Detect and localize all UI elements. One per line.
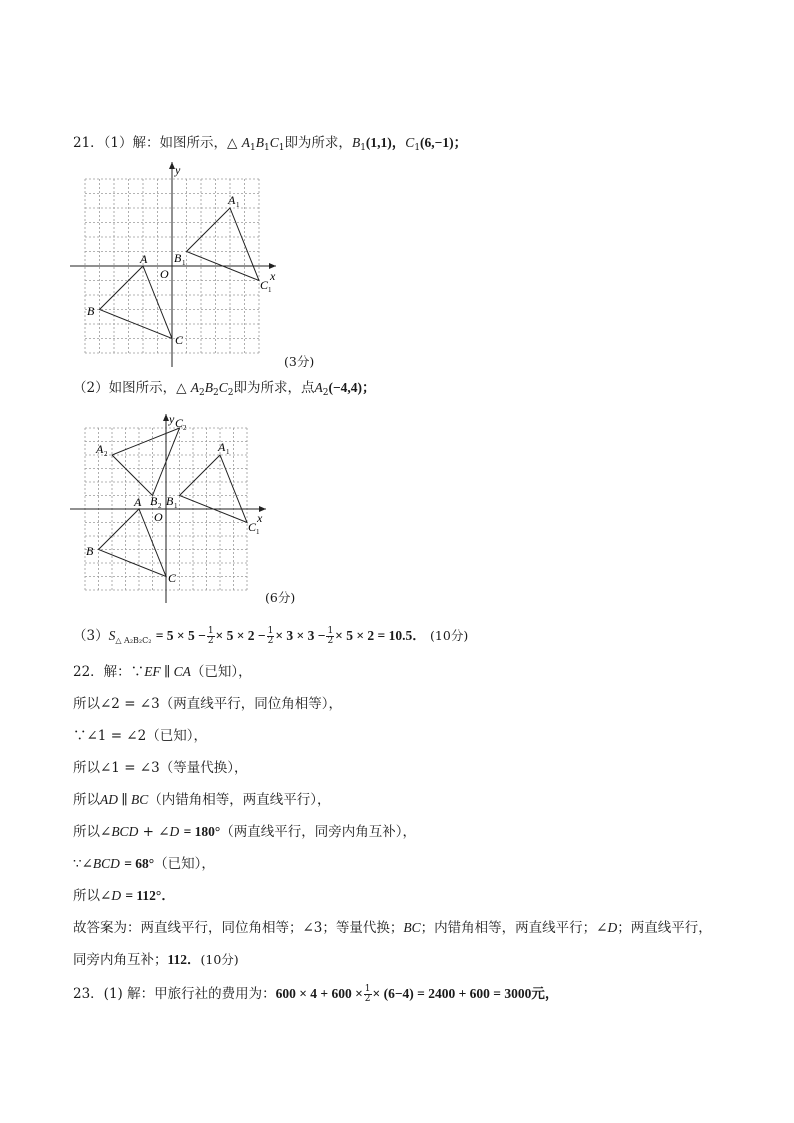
label-C2-sub: 2 (183, 424, 187, 432)
fraction-half: $\frac{1}{2}$ (364, 984, 371, 1004)
vertex-B1: B (255, 135, 264, 150)
subscript: 2 (199, 388, 205, 398)
area-eq-part3: × 3 × 3 − (275, 628, 326, 643)
q23-line-1 (73, 984, 558, 1004)
subscript: 1 (249, 143, 256, 153)
q22-line-4 (73, 758, 247, 778)
y-axis-label: y (175, 163, 181, 177)
text: （已知）， (154, 856, 215, 872)
subscript: 1 (414, 143, 421, 153)
triangle-symbol: △ (176, 380, 187, 396)
score-10: (10分) (200, 952, 239, 967)
vertex-C2: C (218, 380, 228, 395)
label-C1: C (260, 278, 269, 292)
B1-coordinates: (1,1)， (365, 135, 406, 150)
q21-part2-intro: （2）如图所示， (73, 380, 177, 396)
subscript: 1 (360, 143, 366, 153)
subscript: 2 (227, 388, 234, 398)
vertex-B2: B (204, 380, 214, 395)
point-B1: B (351, 135, 361, 150)
text: （等量代换）， (159, 760, 248, 776)
text: ；两直线平行， (617, 920, 712, 936)
part3-prefix: （3） (73, 628, 109, 644)
vertex-C1: C (269, 135, 279, 150)
q21-part2-line (73, 378, 376, 403)
value: = 68° (124, 856, 155, 871)
label-A2: A (96, 442, 104, 456)
label-A1: A (228, 193, 236, 207)
label-C1-sub: 1 (268, 286, 272, 294)
text: （内错角相等，两直线平行）， (148, 792, 331, 808)
label-C1-sub: 1 (256, 528, 260, 536)
triangle-A2B2C2 (112, 428, 180, 496)
value: 112． (167, 952, 201, 967)
text: （已知）， (190, 664, 252, 680)
math: × (6−4) = 2400 + 600 = 3000元， (372, 986, 559, 1001)
q22-line-8 (73, 886, 175, 906)
text: 同旁内角互补； (73, 952, 168, 968)
text: 所以 (73, 792, 100, 808)
text: ；内错角相等，两直线平行；∠ (420, 920, 608, 936)
text: （已知）， (146, 728, 207, 744)
triangle-symbol: △ (227, 135, 238, 151)
text: 所以∠1 = ∠3 (73, 760, 160, 776)
label-B1: B (166, 494, 174, 508)
label-A1: A (218, 440, 226, 454)
q22-line-2 (73, 694, 342, 714)
origin-label: O (154, 510, 163, 524)
coordinate-graph-2 (68, 408, 278, 608)
q21-part3-line (73, 626, 468, 651)
triangle-A1B1C1 (187, 208, 260, 281)
area-eq-part4: × 5 × 2 = 10.5． (335, 628, 426, 643)
label-A1-sub: 1 (226, 448, 230, 456)
coordinate-graph-1 (68, 158, 288, 370)
x-axis-label: x (270, 269, 276, 283)
label-B1-sub: 1 (182, 259, 186, 267)
label-B1: B (174, 251, 182, 265)
math: 600 × 4 + 600 × (275, 986, 363, 1001)
point-C1: C (405, 135, 415, 150)
q22-line-9 (73, 918, 712, 938)
label-A1-sub: 1 (236, 201, 240, 209)
label-A2-sub: 2 (104, 450, 108, 458)
area-eq-part1: = 5 × 5 − (155, 628, 206, 643)
subscript: 1 (263, 143, 270, 153)
text: + ∠ (142, 824, 170, 840)
area-subscript: △ A₂B₂C₂ (115, 636, 152, 645)
label-C: C (175, 333, 184, 347)
q22-line-3 (73, 726, 207, 746)
point-A2: A (314, 380, 323, 395)
math: AD ∥ BC (100, 792, 149, 807)
value: = 180° (183, 824, 221, 839)
score-10: (10分) (430, 628, 469, 643)
math: BCD (92, 856, 120, 871)
label-B: B (86, 544, 94, 558)
text: 所以∠ (73, 824, 112, 840)
text: 23．(1) 解：甲旅行社的费用为： (73, 986, 276, 1002)
area-eq-part2: × 5 × 2 − (215, 628, 266, 643)
area-symbol: S (108, 628, 116, 643)
label-C1: C (248, 520, 257, 534)
text: ∵∠ (73, 856, 93, 872)
math: BCD (111, 824, 139, 839)
x-axis-label: x (257, 511, 263, 525)
label-B: B (87, 304, 95, 318)
label-C2: C (175, 416, 184, 430)
fraction-half: $\frac{1}{2}$ (267, 626, 274, 646)
text: （两直线平行，同旁内角互补）， (220, 824, 417, 840)
text: 所以∠ (73, 888, 112, 904)
triangle-A1B1C1 (180, 455, 248, 523)
label-B2-sub: 2 (158, 502, 162, 510)
q21-intro-text: 21．（1）解：如图所示， (73, 135, 228, 151)
subscript: 2 (213, 388, 219, 398)
y-axis-label: y (169, 412, 175, 426)
vertex-A1: A (241, 135, 250, 150)
subscript: 1 (278, 143, 285, 153)
math: BC (403, 920, 421, 935)
q21-mid-text: 即为所求， (284, 135, 352, 151)
q22-line-7 (73, 854, 215, 874)
vertex-A2: A (190, 380, 200, 395)
q22-line-6 (73, 822, 416, 842)
text: 故答案为：两直线平行，同位角相等；∠3；等量代换； (73, 920, 404, 936)
label-A: A (134, 495, 142, 509)
text: 22．解：∵ (73, 664, 145, 680)
text: （两直线平行，同位角相等）， (159, 696, 342, 712)
math: D (111, 888, 122, 903)
label-C: C (168, 571, 177, 585)
C1-coordinates: (6,−1)； (420, 135, 468, 150)
score-6: (6分) (265, 590, 296, 605)
A2-coordinates: (−4,4)； (328, 380, 376, 395)
math: D (169, 824, 180, 839)
subscript: 2 (322, 388, 329, 398)
value: = 112°． (125, 888, 175, 903)
label-B2: B (150, 494, 158, 508)
q22-line-1 (73, 662, 252, 682)
score-3: (3分) (284, 354, 315, 369)
label-A: A (140, 252, 148, 266)
text: 所以∠2 = ∠3 (73, 696, 160, 712)
q22-line-5 (73, 790, 330, 810)
text: ∵∠1 = ∠2 (73, 728, 147, 744)
math: EF ∥ CA (144, 664, 191, 679)
q22-line-10 (73, 950, 239, 970)
q21-part2-mid: 即为所求，点 (233, 380, 315, 396)
math: D (607, 920, 618, 935)
q21-part1-line (73, 133, 467, 158)
fraction-half: $\frac{1}{2}$ (207, 626, 214, 646)
fraction-half: $\frac{1}{2}$ (327, 626, 334, 646)
origin-label: O (160, 267, 169, 281)
label-B1-sub: 1 (174, 502, 178, 510)
